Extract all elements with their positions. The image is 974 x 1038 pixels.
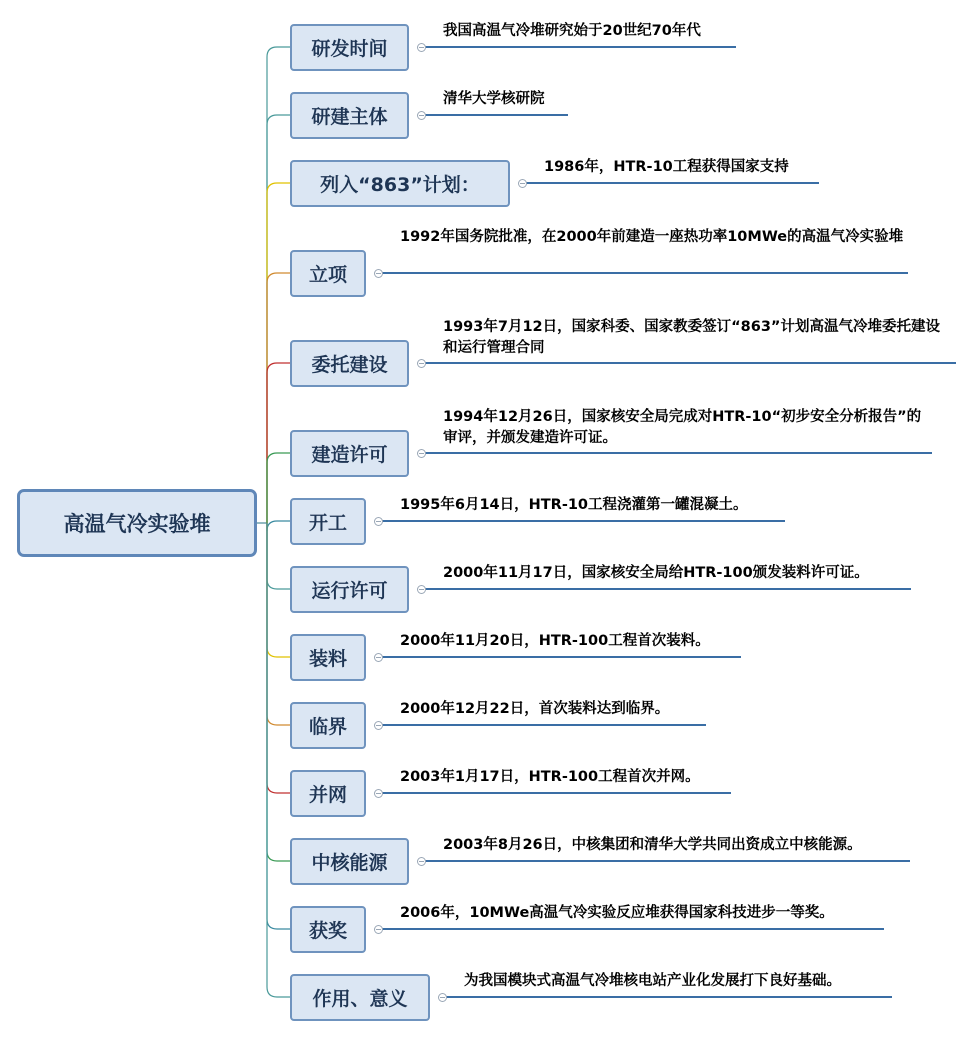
collapse-toggle-icon[interactable] bbox=[417, 585, 426, 594]
branch-node[interactable]: 装料 bbox=[290, 634, 366, 681]
branch-node[interactable]: 研建主体 bbox=[290, 92, 409, 139]
branch-detail-text[interactable]: 清华大学核研院 bbox=[443, 91, 545, 107]
collapse-toggle-icon[interactable] bbox=[417, 43, 426, 52]
branch-connector bbox=[267, 183, 290, 523]
branch-detail-text[interactable]: 2000年12月22日，首次装料达到临界。 bbox=[400, 701, 670, 717]
collapse-toggle-icon[interactable] bbox=[438, 993, 447, 1002]
collapse-toggle-icon[interactable] bbox=[374, 925, 383, 934]
branch-connector bbox=[267, 523, 290, 725]
branch-detail-text[interactable]: 2000年11月17日，国家核安全局给HTR-100颁发装料许可证。 bbox=[443, 565, 869, 581]
branch-connector bbox=[267, 273, 290, 523]
collapse-toggle-icon[interactable] bbox=[417, 857, 426, 866]
branch-connector bbox=[267, 523, 290, 929]
branch-connector bbox=[267, 115, 290, 523]
collapse-toggle-icon[interactable] bbox=[417, 449, 426, 458]
branch-node[interactable]: 研发时间 bbox=[290, 24, 409, 71]
collapse-toggle-icon[interactable] bbox=[374, 789, 383, 798]
branch-node[interactable]: 获奖 bbox=[290, 906, 366, 953]
branch-connector bbox=[267, 47, 290, 523]
collapse-toggle-icon[interactable] bbox=[374, 653, 383, 662]
branch-node[interactable]: 并网 bbox=[290, 770, 366, 817]
branch-node[interactable]: 委托建设 bbox=[290, 340, 409, 387]
branch-node[interactable]: 中核能源 bbox=[290, 838, 409, 885]
branch-node[interactable]: 立项 bbox=[290, 250, 366, 297]
collapse-toggle-icon[interactable] bbox=[374, 269, 383, 278]
collapse-toggle-icon[interactable] bbox=[374, 721, 383, 730]
branch-detail-text[interactable]: 2003年1月17日，HTR-100工程首次并网。 bbox=[400, 769, 700, 785]
branch-connector bbox=[267, 523, 290, 793]
branch-connector bbox=[267, 521, 290, 531]
collapse-toggle-icon[interactable] bbox=[417, 111, 426, 120]
root-node[interactable]: 高温气冷实验堆 bbox=[17, 489, 257, 557]
branch-connector bbox=[267, 523, 290, 589]
branch-detail-text[interactable]: 2003年8月26日，中核集团和清华大学共同出资成立中核能源。 bbox=[443, 837, 862, 853]
branch-connector bbox=[267, 453, 290, 523]
branch-node[interactable]: 运行许可 bbox=[290, 566, 409, 613]
branch-detail-text[interactable]: 1992年国务院批准，在2000年前建造一座热功率10MWe的高温气冷实验堆 bbox=[400, 229, 904, 245]
collapse-toggle-icon[interactable] bbox=[417, 359, 426, 368]
branch-detail-text[interactable]: 1986年，HTR-10工程获得国家支持 bbox=[544, 159, 789, 175]
branch-detail-text[interactable]: 为我国模块式高温气冷堆核电站产业化发展打下良好基础。 bbox=[464, 973, 841, 989]
branch-node[interactable]: 作用、意义 bbox=[290, 974, 430, 1021]
branch-node[interactable]: 列入“863”计划： bbox=[290, 160, 510, 207]
collapse-toggle-icon[interactable] bbox=[374, 517, 383, 526]
branch-detail-text[interactable]: 我国高温气冷堆研究始于20世纪70年代 bbox=[443, 23, 701, 39]
branch-connector bbox=[267, 523, 290, 657]
branch-node[interactable]: 开工 bbox=[290, 498, 366, 545]
collapse-toggle-icon[interactable] bbox=[518, 179, 527, 188]
branch-detail-text[interactable]: 1995年6月14日，HTR-10工程浇灌第一罐混凝土。 bbox=[400, 497, 748, 513]
branch-connector bbox=[267, 523, 290, 997]
branch-detail-text[interactable]: 2006年，10MWe高温气冷实验反应堆获得国家科技进步一等奖。 bbox=[400, 905, 834, 921]
branch-detail-text[interactable]: 1993年7月12日，国家科委、国家教委签订“863”计划高温气冷堆委托建设和运行管理合同 bbox=[443, 319, 940, 356]
branch-node[interactable]: 临界 bbox=[290, 702, 366, 749]
branch-detail-text[interactable]: 2000年11月20日，HTR-100工程首次装料。 bbox=[400, 633, 710, 649]
branch-node[interactable]: 建造许可 bbox=[290, 430, 409, 477]
branch-connector bbox=[267, 363, 290, 523]
branch-connector bbox=[267, 523, 290, 861]
branch-detail-text[interactable]: 1994年12月26日，国家核安全局完成对HTR-10“初步安全分析报告”的审评，并颁发建造许可证。 bbox=[443, 409, 922, 446]
